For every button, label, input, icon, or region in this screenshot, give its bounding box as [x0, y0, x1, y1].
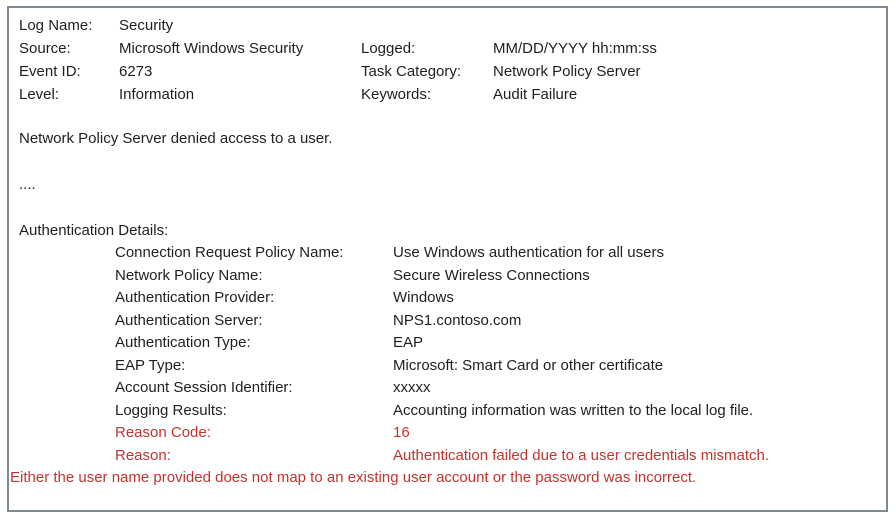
spacer-cell: [361, 14, 493, 37]
detail-value: Authentication failed due to a user credentials mismatch.: [393, 446, 770, 464]
logged-label: Logged:: [361, 40, 416, 57]
detail-row-authentication-provider: [19, 287, 878, 310]
detail-label: Authentication Server:: [115, 311, 263, 329]
detail-label: EAP Type:: [115, 356, 186, 374]
detail-value: Accounting information was written to the local log file.: [393, 401, 754, 419]
omitted-content-ellipsis: ....: [19, 176, 36, 193]
keywords-value: Audit Failure: [493, 86, 578, 103]
task-category-label: Task Category:: [361, 63, 462, 80]
detail-label: Reason Code:: [115, 424, 211, 441]
detail-row-network-policy-name: [19, 265, 878, 288]
event-id-value: 6273: [119, 63, 153, 80]
source-value: Microsoft Windows Security: [119, 40, 304, 57]
detail-value: EAP: [393, 334, 424, 351]
detail-value: NPS1.contoso.com: [393, 311, 522, 329]
detail-row-reason-code: [19, 422, 878, 445]
event-id-label: Event ID:: [19, 63, 81, 80]
detail-value: Secure Wireless Connections: [393, 266, 590, 284]
detail-value: xxxxx: [393, 379, 431, 396]
authentication-details-heading: Authentication Details:: [19, 222, 169, 239]
logged-value: MM/DD/YYYY hh:mm:ss: [493, 40, 657, 57]
detail-row-eap-type: [19, 355, 878, 378]
detail-label: Connection Request Policy Name:: [115, 244, 344, 261]
detail-label: Authentication Provider:: [115, 289, 275, 306]
authentication-details-list: [19, 242, 878, 467]
detail-value: Microsoft: Smart Card or other certificate: [393, 356, 664, 374]
detail-value: Use Windows authentication for all users: [393, 244, 664, 261]
spacer-cell: [493, 14, 878, 37]
level-label: Level:: [19, 86, 60, 103]
log-name-value: Security: [119, 17, 174, 34]
detail-row-logging-results: [19, 400, 878, 423]
level-value: Information: [119, 86, 195, 103]
event-frame: [7, 6, 888, 512]
detail-value: 16: [393, 424, 410, 441]
detail-row-connection-request-policy: [19, 242, 878, 265]
task-category-value: Network Policy Server: [493, 63, 641, 80]
detail-row-reason: [19, 445, 878, 468]
keywords-label: Keywords:: [361, 86, 432, 103]
detail-label: Logging Results:: [115, 401, 227, 419]
source-label: Source:: [19, 40, 71, 57]
event-header: [19, 14, 878, 106]
detail-value: Windows: [393, 289, 454, 306]
log-name-label: Log Name:: [19, 17, 93, 34]
event-description: Network Policy Server denied access to a user.: [19, 130, 333, 147]
reason-explanation-note: Either the user name provided does not map to an existing user account or the password was incorrect.: [10, 469, 697, 486]
detail-row-account-session-identifier: [19, 377, 878, 400]
detail-row-authentication-type: [19, 332, 878, 355]
detail-label: Reason:: [115, 446, 171, 464]
detail-row-authentication-server: [19, 310, 878, 333]
detail-label: Network Policy Name:: [115, 266, 263, 284]
detail-label: Account Session Identifier:: [115, 379, 293, 396]
detail-label: Authentication Type:: [115, 334, 251, 351]
